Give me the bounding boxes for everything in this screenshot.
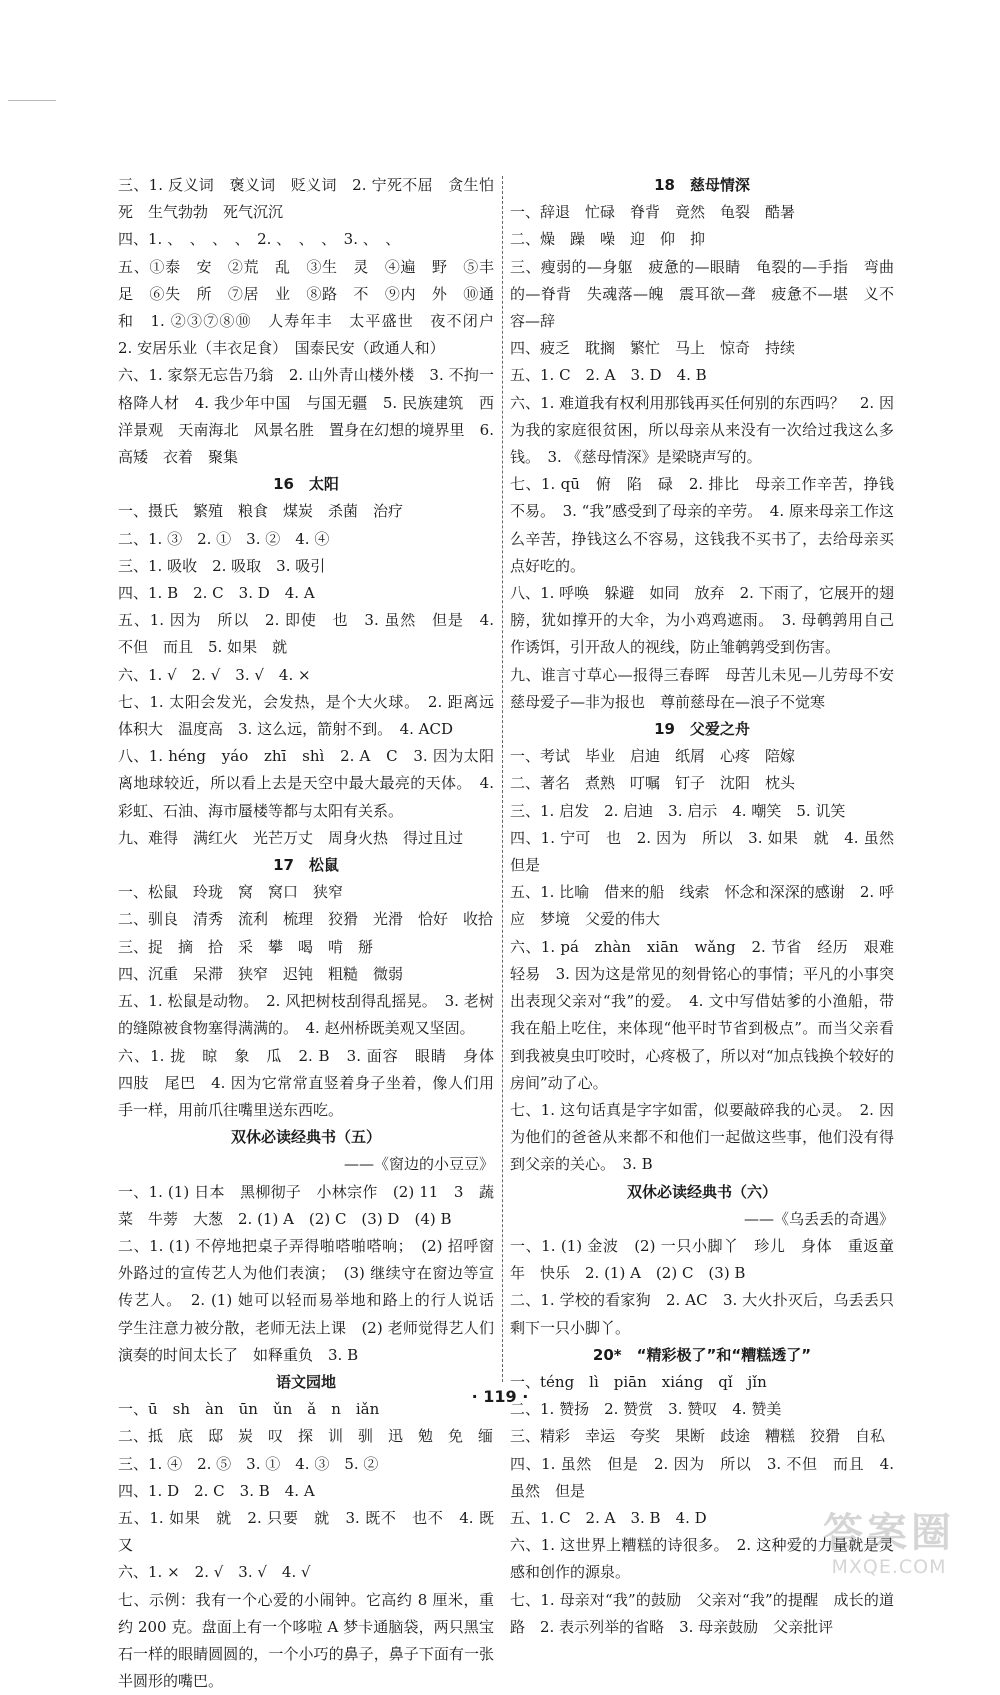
answer-line: 五、1. C 2. A 3. D 4. B — [510, 366, 707, 385]
answer-line: 二、1. ③ 2. ① 3. ② 4. ④ — [118, 529, 330, 548]
answer-line: 四、1. 虽然 但是 2. 因为 所以 3. 不但 而且 4. 虽然 但是 — [510, 1454, 894, 1500]
answer-line: 一、考试 毕业 启迪 纸屑 心疼 陪嫁 — [510, 747, 796, 766]
section-title: 16 太阳 — [273, 475, 339, 494]
answer-line: 三、1. 吸收 2. 吸取 3. 吸引 — [118, 556, 326, 575]
answer-line: 二、1. 学校的看家狗 2. AC 3. 大火扑灭后，乌丢丢只剩下一只小脚丫。 — [510, 1291, 894, 1337]
answer-line: 一、1. (1) 金波 (2) 一只小脚丫 珍儿 身体 重返童年 快乐 2. (1) A (2) C (3) B — [510, 1236, 894, 1283]
page-number: · 119 · — [471, 1387, 529, 1406]
answer-line: 六、1. √ 2. √ 3. √ 4. × — [118, 665, 311, 684]
right-answer-column — [510, 172, 910, 1641]
answer-line: 一、téng lì piān xiáng qǐ jǐn — [510, 1372, 767, 1391]
answer-line: 九、难得 满红火 光芒万丈 周身火热 得过且过 — [118, 828, 464, 847]
answer-line: 四、1. 、 、 、 、 2. 、 、 、 3. 、 、 — [118, 230, 401, 249]
answer-line: 一、松鼠 玲珑 窝 窝口 狭窄 — [118, 883, 344, 902]
section-title: 18 慈母情深 — [654, 176, 750, 194]
answer-line: 三、1. ④ 2. ⑤ 3. ① 4. ③ 5. ② — [118, 1454, 379, 1473]
answer-line: 五、1. 比喻 借来的船 线索 怀念和深深的感谢 2. 呼应 梦境 父爱的伟大 — [510, 883, 894, 929]
answer-line: 五、1. C 2. A 3. B 4. D — [510, 1508, 707, 1527]
answer-line: 五、①泰 安 ②荒 乱 ③生 灵 ④遍 野 ⑤丰 足 ⑥失 所 ⑦居 业 ⑧路 不 ⑨内 外 ⑩通 和 1. ②③⑦⑧⑩ 人寿年丰 太平盛世 夜不闭户 2. 安居乐业（丰衣足食） 国泰民安（政通人和） — [118, 257, 510, 358]
answer-line: 一、辞退 忙碌 脊背 竟然 龟裂 酷暑 — [510, 203, 796, 222]
answer-line: 二、驯良 清秀 流利 梳理 狡猾 光滑 恰好 收拾 — [118, 910, 494, 929]
answer-line: 二、抵 底 邸 炭 叹 探 训 驯 迅 勉 免 缅 — [118, 1427, 494, 1446]
answer-line: 八、1. 呼唤 躲避 如同 放弃 2. 下雨了，它展开的翅膀，犹如撑开的大伞，为小鸡鸡遮雨。 3. 母鹌鹑用自己作诱饵，引开敌人的视线，防止雏鹌鹑受到伤害。 — [510, 584, 894, 657]
watermark — [804, 1510, 974, 1586]
answer-line: 六、1. 拢 晾 象 瓜 2. B 3. 面容 眼睛 身体 四肢 尾巴 4. 因为它常常直竖着身子坐着，像人们用手一样，用前爪往嘴里送东西吃。 — [118, 1046, 510, 1119]
answer-line: 七、示例：我有一个心爱的小闹钟。它高约 8 厘米，重约 200 克。盘面上有一个哆啦 A 梦卡通脑袋，两只黑宝石一样的眼睛圆圆的，一个小巧的鼻子，鼻子下面有一张半圆形的嘴巴。 — [118, 1590, 494, 1691]
answer-line: 九、谁言寸草心—报得三春晖 母苦儿未见—儿劳母不安 慈母爱子—非为报也 尊前慈母在—浪子不觉寒 — [510, 665, 910, 711]
section-title: 双休必读经典书（五） — [230, 1128, 381, 1147]
answer-line: 三、1. 反义词 褒义词 贬义词 2. 宁死不屈 贪生怕死 生气勃勃 死气沉沉 — [118, 176, 494, 222]
answer-line: 三、捉 摘 拾 采 攀 喝 啃 掰 — [118, 937, 374, 956]
column-divider — [502, 176, 503, 1382]
watermark-url: MXQE.COM — [831, 1556, 947, 1578]
answer-line: 七、1. 太阳会发光，会发热，是个大火球。 2. 距离远 体积大 温度高 3. 这么远，箭射不到。 4. ACD — [118, 692, 510, 739]
answer-line: 六、1. × 2. √ 3. √ 4. √ — [118, 1563, 311, 1582]
answer-line: 七、1. 母亲对“我”的鼓励 父亲对“我”的提醒 成长的道路 2. 表示列举的省略 3. 母亲鼓励 父亲批评 — [510, 1590, 894, 1636]
book-source-line: ——《乌丢丢的奇遇》 — [743, 1209, 894, 1228]
section-title: 双休必读经典书（六） — [626, 1182, 777, 1201]
answer-line: 四、沉重 呆滞 狭窄 迟钝 粗糙 微弱 — [118, 964, 404, 983]
answer-line: 二、1. 赞扬 2. 赞赏 3. 赞叹 4. 赞美 — [510, 1400, 782, 1419]
section-title: 20* “精彩极了”和“糟糕透了” — [592, 1345, 812, 1364]
answer-line: 四、1. D 2. C 3. B 4. A — [118, 1481, 315, 1500]
answer-line: 四、1. B 2. C 3. D 4. A — [118, 584, 315, 603]
answer-line: 七、1. 这句话真是字字如雷，似要敲碎我的心灵。 2. 因为他们的爸爸从来都不和他们一起做这些事，他们没有得到父亲的关心。 3. B — [510, 1100, 894, 1174]
answer-line: 六、1. 家祭无忘告乃翁 2. 山外青山楼外楼 3. 不拘一格降人材 4. 我少年中国 与国无疆 5. 民族建筑 西洋景观 天南海北 风景名胜 置身在幻想的境界里 6. 高矮 衣着 聚集 — [118, 366, 494, 467]
answer-line: 六、1. pá zhàn xiān wǎng 2. 节省 经历 艰难 轻易 3. 因为这是常见的刻骨铭心的事情；平凡的小事突出表现父亲对“我”的爱。 4. 文中写借姑爹的小渔船，带我在船上吃住，来体现“他平时节省到极点”。而当父亲看到我被臭虫叮咬时，心疼极了，所以对“加点钱换个较好的房间”动了心。 — [510, 937, 910, 1092]
answer-line: 六、1. 这世界上糟糕的诗很多。 2. 这种爱的力量就是灵感和创作的源泉。 — [510, 1536, 894, 1582]
section-title: 语文园地 — [275, 1372, 336, 1391]
answer-line: 三、1. 启发 2. 启迪 3. 启示 4. 嘲笑 5. 讥笑 — [510, 801, 846, 820]
answer-line: 一、1. (1) 日本 黑柳彻子 小林宗作 (2) 11 3 蔬菜 牛蒡 大葱 2. (1) A (2) C (3) D (4) B — [118, 1182, 494, 1228]
answer-line: 四、疲乏 耽搁 繁忙 马上 惊奇 持续 — [510, 339, 796, 358]
answer-line: 四、1. 宁可 也 2. 因为 所以 3. 如果 就 4. 虽然 但是 — [510, 828, 910, 875]
answer-line: 五、1. 松鼠是动物。 2. 风把树枝刮得乱摇晃。 3. 老树的缝隙被食物塞得满满的。 4. 赵州桥既美观又坚固。 — [118, 992, 494, 1038]
answer-line: 一、摄氏 繁殖 粮食 煤炭 杀菌 治疗 — [118, 502, 404, 521]
answer-line: 二、燥 躁 噪 迎 仰 抑 — [510, 230, 706, 249]
answer-line: 二、1. (1) 不停地把桌子弄得啪嗒啪嗒响； (2) 招呼窗外路过的宣传艺人为他们表演； (3) 继续守在窗边等宣传艺人。 2. (1) 她可以轻而易举地和路上的行人说话 学生注意力被分散，老师无法上课 (2) 老师觉得艺人们演奏的时间太长了 如释重负 3. B — [118, 1236, 510, 1364]
answer-line: 五、1. 因为 所以 2. 即使 也 3. 虽然 但是 4. 不但 而且 5. 如果 就 — [118, 611, 494, 657]
answer-line: 五、1. 如果 就 2. 只要 就 3. 既不 也不 4. 既 又 — [118, 1508, 510, 1555]
section-title: 17 松鼠 — [273, 856, 339, 875]
answer-line: 二、著名 煮熟 叮嘱 钉子 沈阳 枕头 — [510, 774, 796, 793]
section-title: 19 父爱之舟 — [654, 720, 750, 739]
watermark-logo: 答案圈 — [823, 1510, 955, 1556]
answer-line: 三、瘦弱的—身躯 疲惫的—眼睛 龟裂的—手指 弯曲的—脊背 失魂落—魄 震耳欲—聋 疲惫不—堪 义不容—辞 — [510, 257, 894, 331]
answer-line: 八、1. héng yáo zhī shì 2. A C 3. 因为太阳离地球较近，所以看上去是天空中最大最亮的天体。 4. 彩虹、石油、海市蜃楼等都与太阳有关系。 — [118, 747, 494, 820]
answer-line: 七、1. qū 俯 陷 碌 2. 排比 母亲工作辛苦，挣钱不易。 3. “我”感受到了母亲的辛劳。 4. 原来母亲工作这么辛苦，挣钱这么不容易，这钱我不买书了，去给母亲买点好吃的。 — [510, 475, 894, 575]
top-edge-mark — [8, 100, 56, 101]
answer-line: 六、1. 难道我有权利用那钱再买任何别的东西吗？ 2. 因为我的家庭很贫困，所以母亲从来没有一次给过我这么多钱。 3. 《慈母情深》是梁晓声写的。 — [510, 393, 894, 467]
answer-line: 一、ū sh àn ūn ǔn ǎ n iǎn — [118, 1400, 380, 1419]
answer-line: 三、精彩 幸运 夸奖 果断 歧途 糟糕 狡猾 自私 — [510, 1427, 886, 1446]
book-source-line: ——《窗边的小豆豆》 — [343, 1155, 494, 1174]
